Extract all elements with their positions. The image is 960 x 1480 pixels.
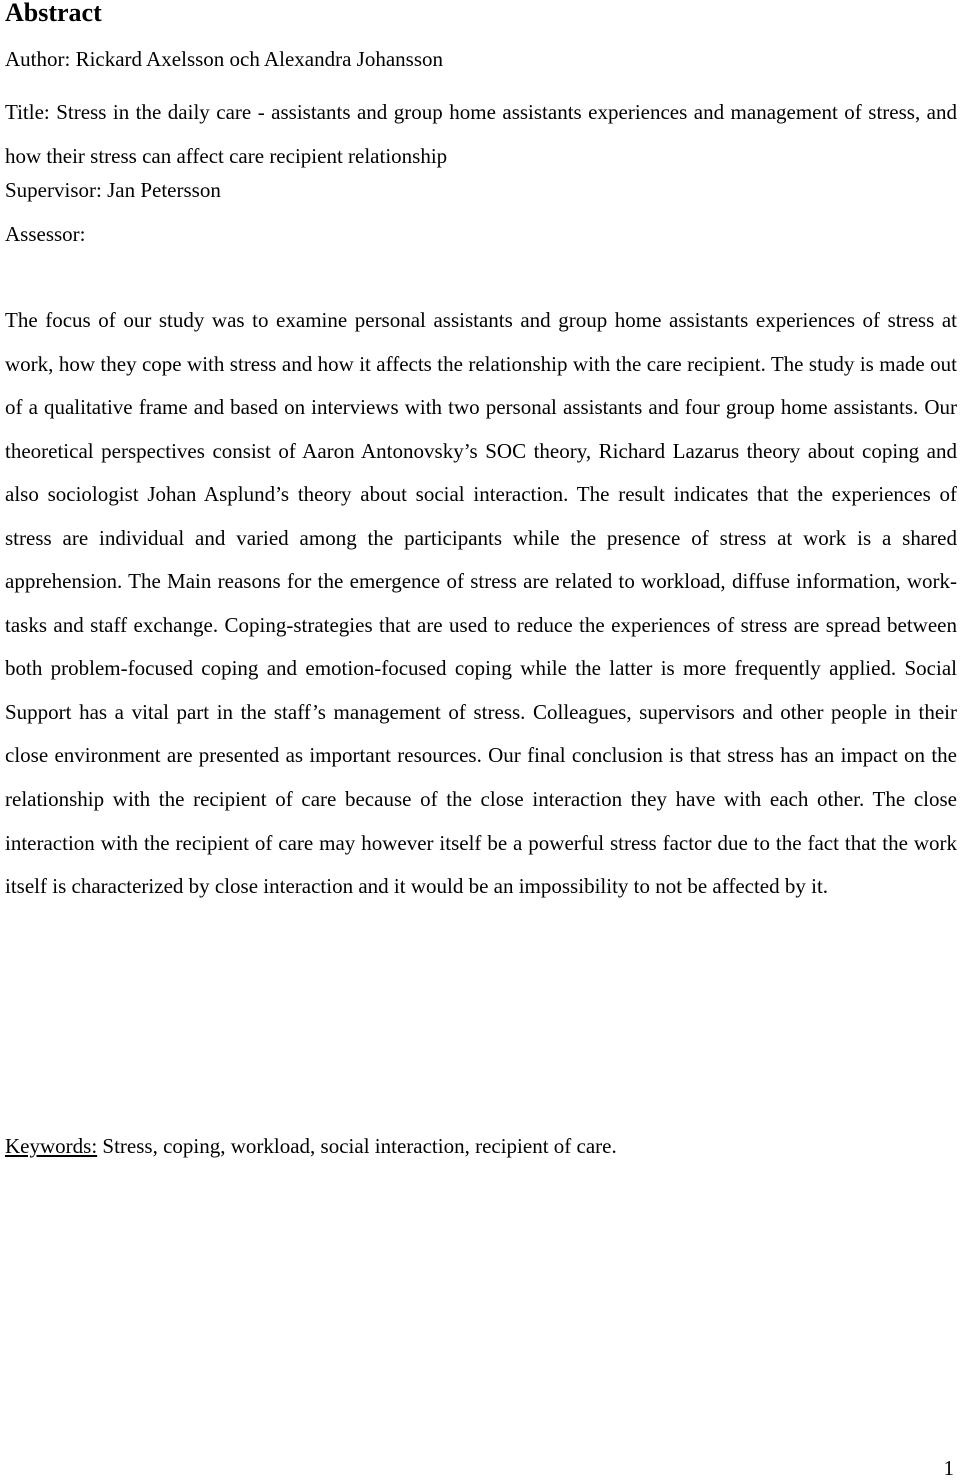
keywords-label: Keywords: <box>5 1134 98 1158</box>
page-number: 1 <box>943 1456 954 1480</box>
assessor-line: Assessor: <box>5 222 86 246</box>
author-line: Author: Rickard Axelsson och Alexandra Johansson <box>5 47 444 71</box>
keywords-line <box>5 1132 617 1160</box>
keywords-text: Stress, coping, workload, social interaction, recipient of care. <box>97 1134 617 1158</box>
supervisor-line: Supervisor: Jan Petersson <box>5 178 221 202</box>
title-text: Title: Stress in the daily care - assistants and group home assistants experiences and management of stress, and how their stress can affect care recipient relationship <box>5 100 957 168</box>
title-line <box>5 91 957 178</box>
abstract-heading: Abstract <box>5 0 102 27</box>
abstract-paragraph: The focus of our study was to examine personal assistants and group home assistants experiences of stress at work, how they cope with stress and how it affects the relationship with the care recipient. The study is made out of a qualitative frame and based on interviews with two personal assistants and four group home assistants. Our theoretical perspectives consist of Aaron Antonovsky’s SOC theory, Richard Lazarus theory about coping and also sociologist Johan Asplund’s theory about social interaction. The result indicates that the experiences of stress are individual and varied among the participants while the presence of stress at work is a shared apprehension. The Main reasons for the emergence of stress are related to workload, diffuse information, work-tasks and staff exchange. Coping-strategies that are used to reduce the experiences of stress are spread between both problem-focused coping and emotion-focused coping while the latter is more frequently applied. Social Support has a vital part in the staff’s management of stress. Colleagues, supervisors and other people in their close environment are presented as important resources. Our final conclusion is that stress has an impact on the relationship with the recipient of care because of the close interaction they have with each other. The close interaction with the recipient of care may however itself be a powerful stress factor due to the fact that the work itself is characterized by close interaction and it would be an impossibility to not be affected by it. <box>5 308 957 899</box>
